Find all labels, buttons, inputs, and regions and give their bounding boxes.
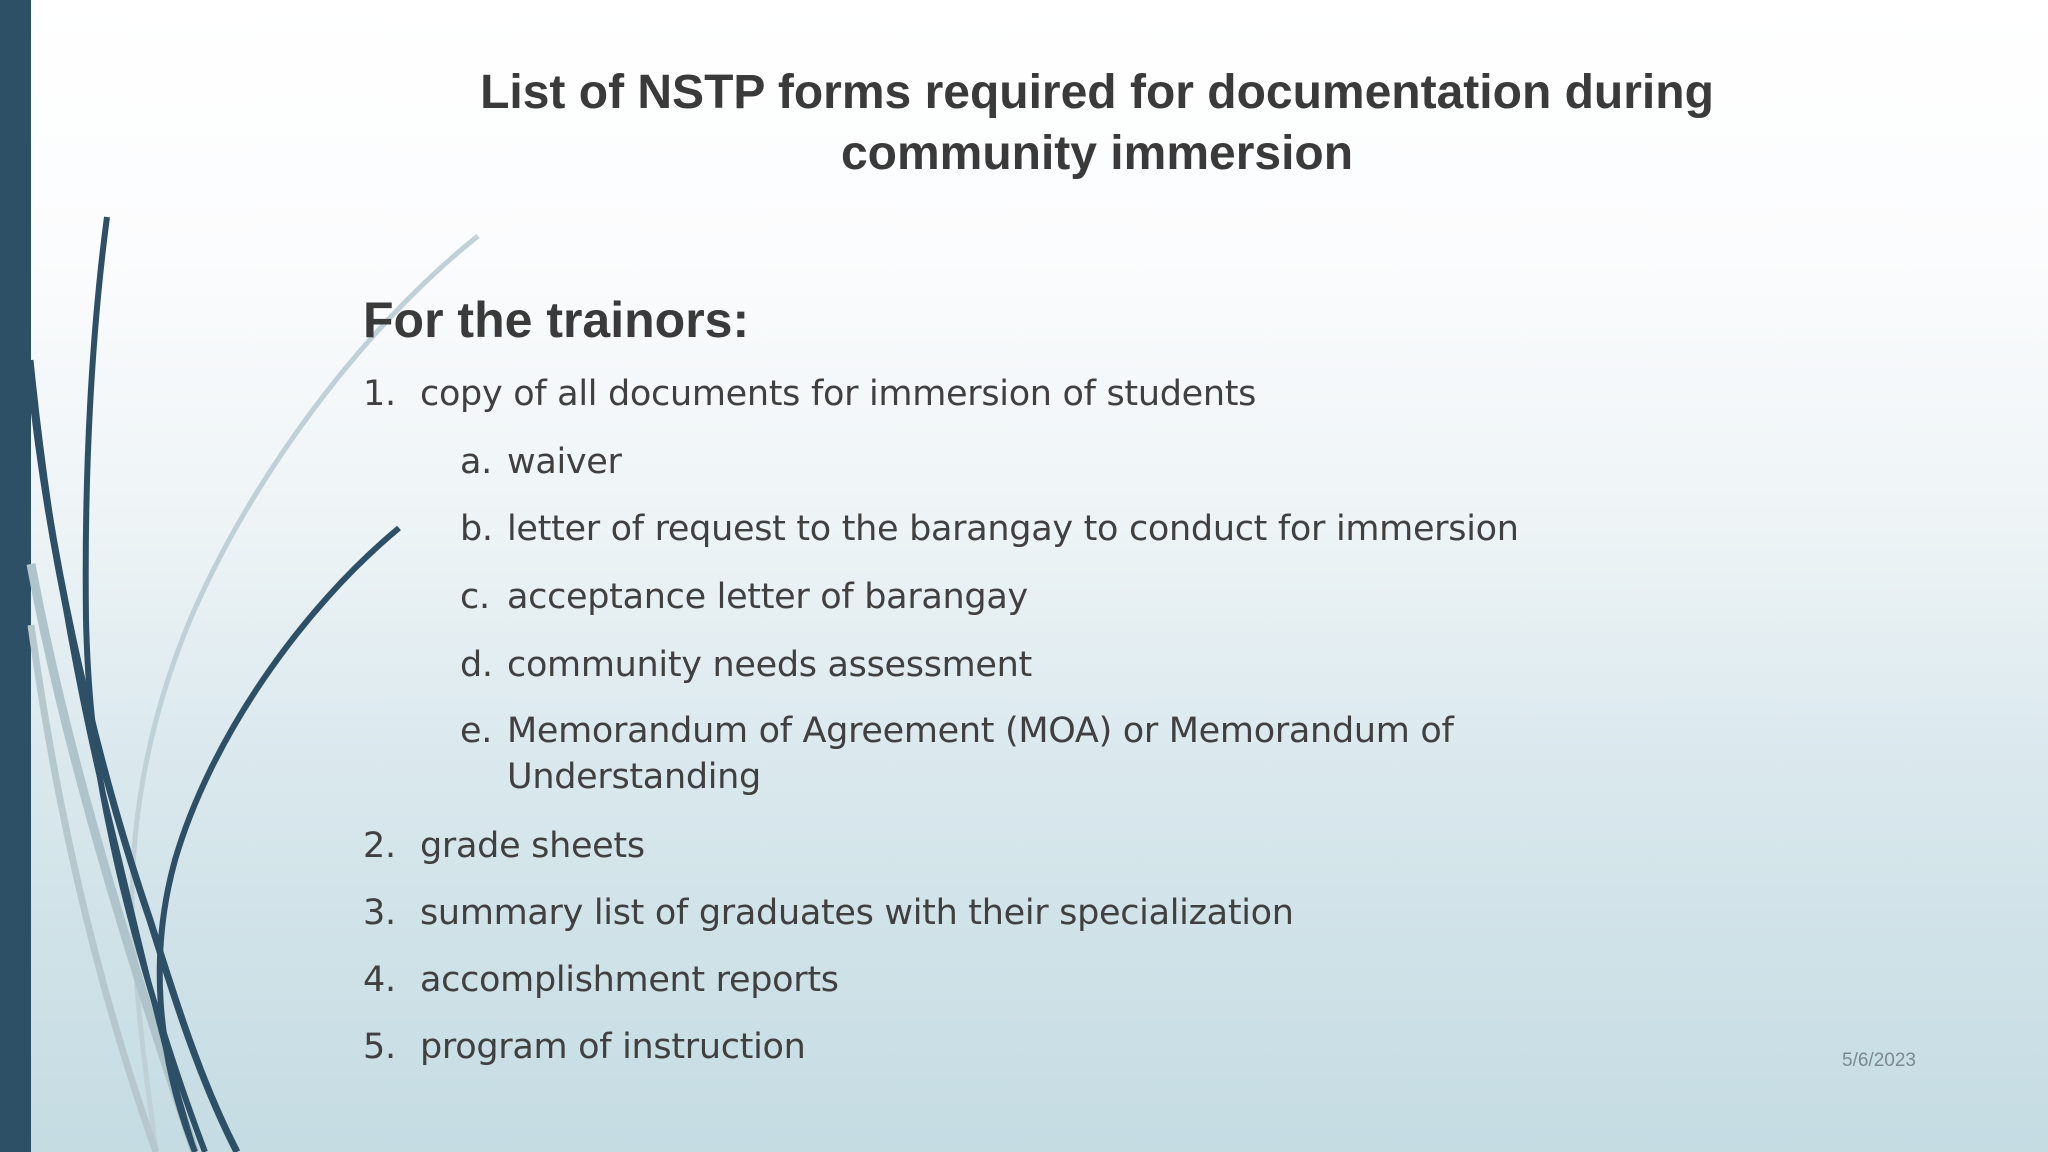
list-marker: 1. — [363, 374, 396, 414]
list-marker: b. — [460, 509, 493, 549]
list-marker: 4. — [363, 960, 396, 1000]
list-marker: 5. — [363, 1027, 396, 1067]
list-marker: 2. — [363, 826, 396, 866]
list-item-text: grade sheets — [420, 826, 645, 866]
slide-date: 5/6/2023 — [1842, 1050, 1916, 1071]
list-marker: e. — [460, 711, 493, 751]
slide-title — [300, 62, 1894, 184]
list-item-text: program of instruction — [420, 1027, 806, 1067]
list-marker: a. — [460, 442, 492, 482]
list-item-text: community needs assessment — [507, 645, 1032, 685]
list-marker: c. — [460, 577, 490, 617]
list-marker: d. — [460, 645, 493, 685]
list-item-text: letter of request to the barangay to conduct for immersion — [507, 509, 1519, 549]
list-item-text: Understanding — [507, 757, 761, 797]
list-item-text: acceptance letter of barangay — [507, 577, 1028, 617]
list-item-text: accomplishment reports — [420, 960, 839, 1000]
slide-title-line-1: List of NSTP forms required for documentation during — [480, 66, 1714, 119]
list-item-text: Memorandum of Agreement (MOA) or Memorandum of — [507, 711, 1454, 751]
slide-title-line-2: community immersion — [840, 127, 1354, 180]
list-item-text: summary list of graduates with their specialization — [420, 893, 1294, 933]
list-item-text: waiver — [507, 442, 622, 482]
list-marker: 3. — [363, 893, 396, 933]
list-item-text: copy of all documents for immersion of students — [420, 374, 1257, 414]
section-heading: For the trainors: — [363, 292, 750, 348]
